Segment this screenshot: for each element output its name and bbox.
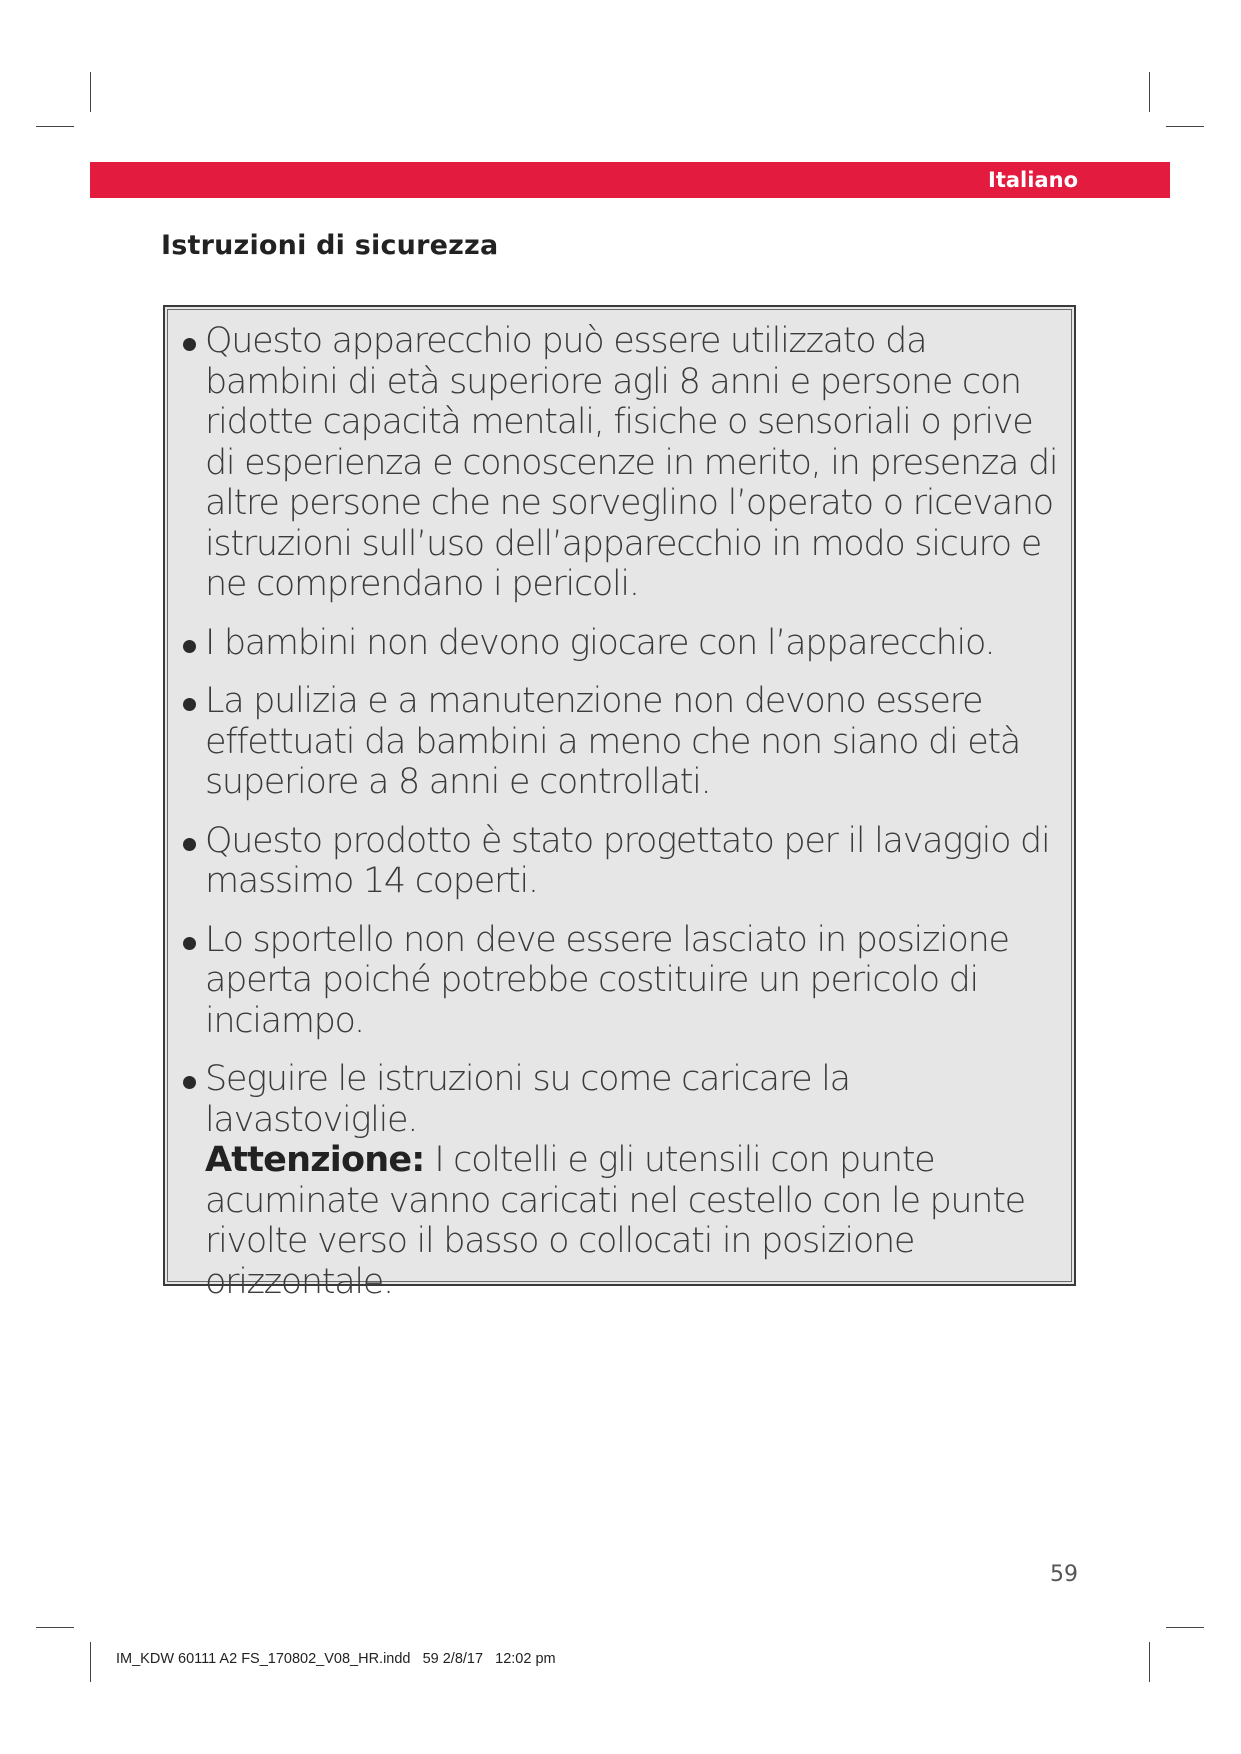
- warning-text: I coltelli e gli utensili con punte acuminate vanno caricati nel cestello con le punte rivolte verso il basso o collocati in posizione orizzontale.: [205, 1140, 1025, 1302]
- section-title: Istruzioni di sicurezza: [161, 230, 499, 261]
- crop-mark-top-left-vertical: [90, 72, 91, 112]
- crop-mark-bottom-right-vertical: [1149, 1642, 1150, 1682]
- bullet-icon: [183, 1076, 196, 1089]
- warning-label: Attenzione:: [205, 1140, 425, 1180]
- safety-item-text: Questo apparecchio può essere utilizzato da bambini di età superiore agli 8 anni e persone con ridotte capacità mentali, fisiche o sensoriali o prive di esperienza e conoscenze in merito, in presenza di altre persone che ne sorveglino l’operato o ricevano istruzioni sull’uso dell’apparecchio in modo sicuro e ne comprendano i pericoli.: [205, 321, 1058, 604]
- safety-item-text: Seguire le istruzioni su come caricare la lavastoviglie.: [205, 1059, 850, 1140]
- safety-instructions-box: [163, 305, 1076, 1302]
- bullet-icon: [183, 838, 196, 851]
- safety-item-text: I bambini non devono giocare con l’apparecchio.: [205, 622, 995, 663]
- bullet-icon: [183, 937, 196, 950]
- page-number: 59: [1050, 1562, 1078, 1587]
- safety-item-text: Lo sportello non deve essere lasciato in posizione aperta poiché potrebbe costituire un pericolo di inciampo.: [205, 919, 1009, 1041]
- crop-mark-top-right-vertical: [1149, 72, 1150, 112]
- safety-list: [181, 321, 1066, 1302]
- safety-item-no-play: [181, 623, 1066, 664]
- safety-item-capacity: [181, 821, 1066, 902]
- language-label: Italiano: [988, 168, 1078, 192]
- crop-mark-top-left-horizontal: [36, 126, 74, 127]
- bullet-icon: [183, 640, 196, 653]
- print-slug: IM_KDW 60111 A2 FS_170802_V08_HR.indd 59 2/8/17 12:02 pm: [116, 1651, 556, 1667]
- bullet-icon: [183, 338, 196, 351]
- safety-item-text: La pulizia e a manutenzione non devono essere effettuati da bambini a meno che non siano di età superiore a 8 anni e controllati.: [205, 681, 1020, 802]
- safety-item-loading: [181, 1059, 1066, 1302]
- crop-mark-bottom-left-horizontal: [36, 1627, 74, 1628]
- bullet-icon: [183, 698, 196, 711]
- language-header-bar: [90, 162, 1170, 198]
- crop-mark-top-right-horizontal: [1166, 126, 1204, 127]
- safety-item-children-supervision: [181, 321, 1066, 605]
- crop-mark-bottom-right-horizontal: [1166, 1627, 1204, 1628]
- safety-item-text: Questo prodotto è stato progettato per il lavaggio di massimo 14 coperti.: [205, 820, 1050, 901]
- safety-item-cleaning: [181, 681, 1066, 803]
- crop-mark-bottom-left-vertical: [90, 1642, 91, 1682]
- safety-item-door-open: [181, 920, 1066, 1042]
